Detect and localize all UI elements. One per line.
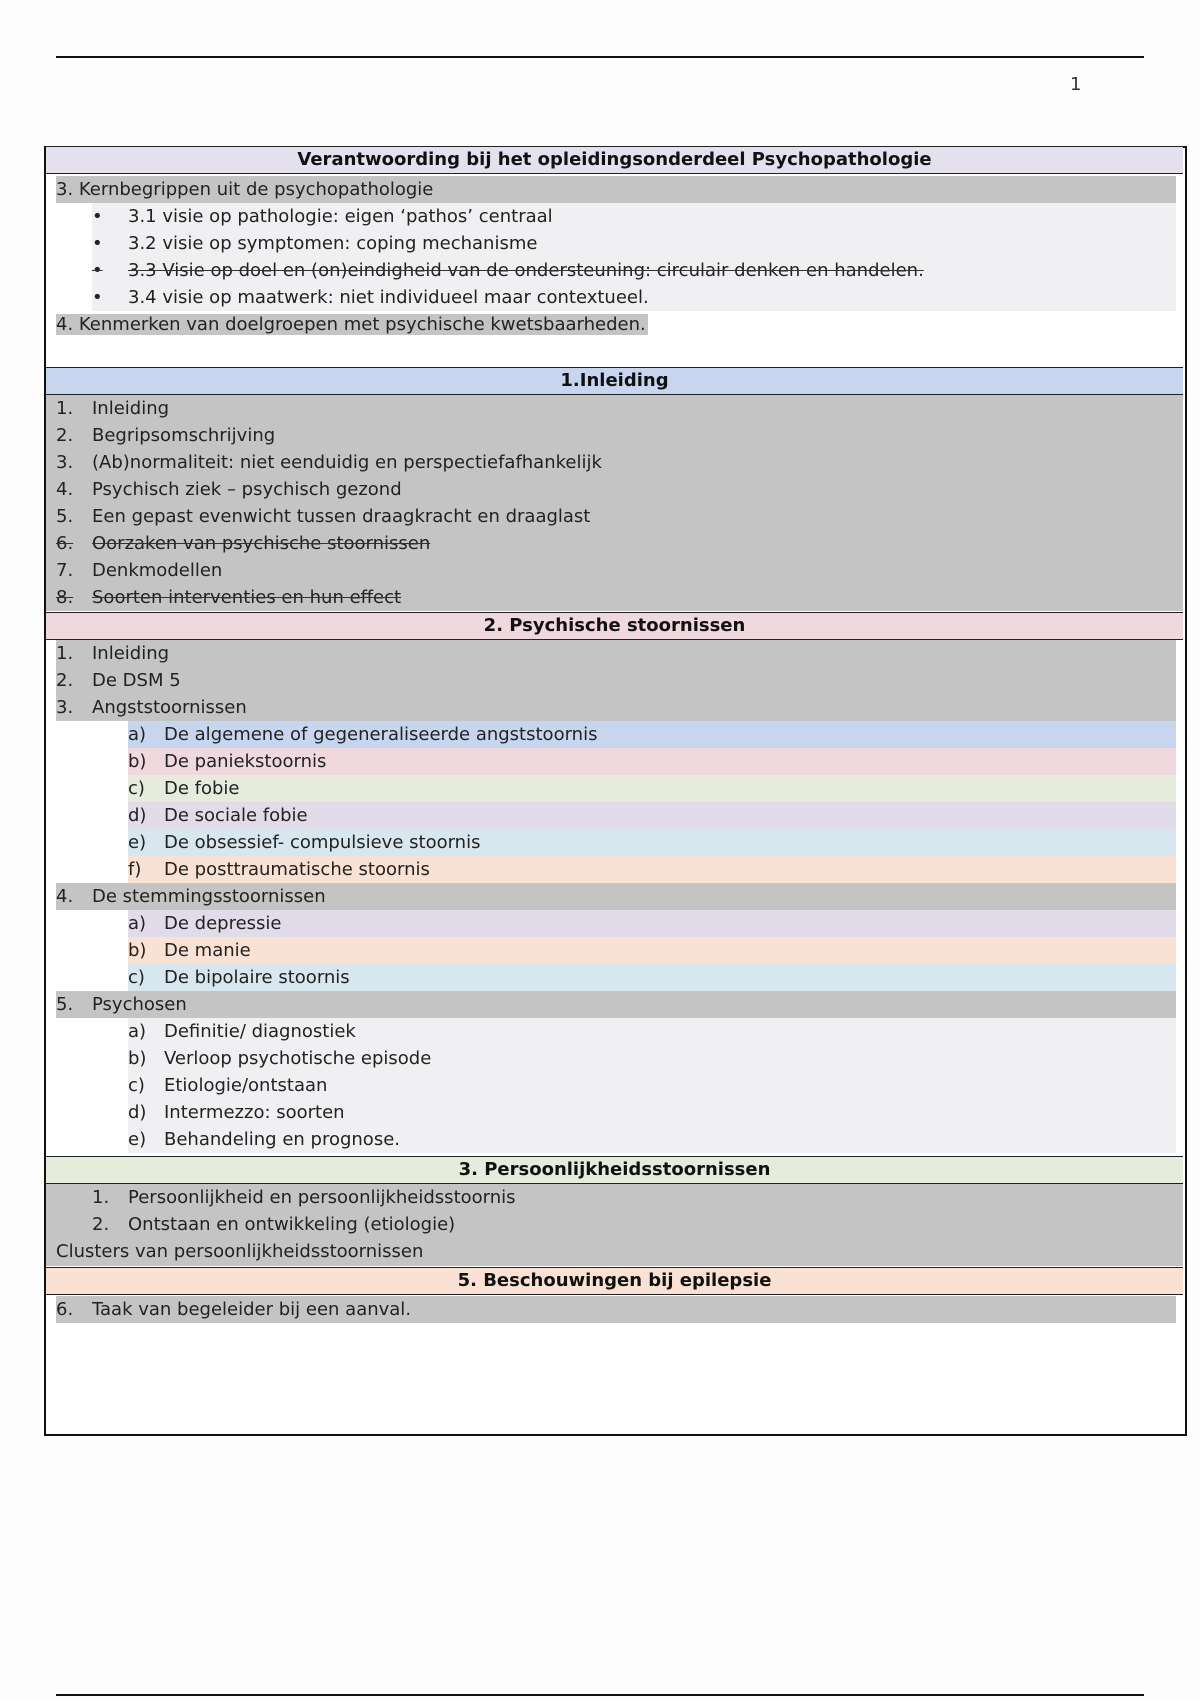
sub-item: [128, 964, 1176, 991]
section-title-epilepsie: 5. Beschouwingen bij epilepsie: [46, 1267, 1183, 1295]
sub-item: [128, 1018, 1176, 1045]
item-number: d): [128, 805, 147, 826]
list-item: [92, 1211, 1176, 1238]
list-item: [56, 694, 1176, 721]
sub-item: [128, 1126, 1176, 1153]
kenmerken-text: 4. Kenmerken van doelgroepen met psychische kwetsbaarheden.: [56, 314, 646, 335]
sub-item: [128, 856, 1176, 883]
item-number: 1.: [92, 1187, 110, 1208]
item-number: c): [128, 967, 145, 988]
list-item: [56, 667, 1176, 694]
item-number: a): [128, 913, 147, 934]
item-text: De fobie: [164, 778, 240, 799]
item-number: b): [128, 940, 147, 961]
item-number: c): [128, 1075, 145, 1096]
section-title-verantwoording: Verantwoording bij het opleidingsonderdeel Psychopathologie: [46, 146, 1183, 174]
item-number: 4.: [56, 886, 74, 907]
item-text: De DSM 5: [92, 670, 181, 691]
bullet-item: [92, 230, 1176, 257]
clusters-line: Clusters van persoonlijkheidsstoornissen: [56, 1241, 424, 1262]
item-text: Verloop psychotische episode: [164, 1048, 432, 1069]
item-text: Angststoornissen: [92, 697, 247, 718]
item-text: Een gepast evenwicht tussen draagkracht en draaglast: [92, 506, 591, 527]
item-number: 5.: [56, 506, 74, 527]
list-item-struck: [56, 530, 1156, 557]
bullet-icon: •: [92, 233, 103, 254]
item-text: De posttraumatische stoornis: [164, 859, 430, 880]
item-number: a): [128, 1021, 147, 1042]
item-number: 1.: [56, 398, 74, 419]
list-item-struck: [56, 584, 1156, 611]
item-number: 6.: [56, 533, 74, 554]
item-number: 5.: [56, 994, 74, 1015]
item-text: Ontstaan en ontwikkeling (etiologie): [128, 1214, 456, 1235]
item-number: 3.: [56, 697, 74, 718]
sub-item: [128, 721, 1176, 748]
bullet-item-struck: [92, 257, 1176, 284]
bullet-icon: •: [92, 287, 103, 308]
item-text: Oorzaken van psychische stoornissen: [92, 533, 431, 554]
item-text: Behandeling en prognose.: [164, 1129, 400, 1150]
bullet-text: 3.4 visie op maatwerk: niet individueel maar contextueel.: [128, 287, 649, 308]
list-item: [56, 557, 1156, 584]
item-number: e): [128, 832, 147, 853]
sub-item: [128, 937, 1176, 964]
list-item: [56, 395, 1156, 422]
header-rule: [56, 56, 1144, 58]
item-number: b): [128, 751, 147, 772]
item-number: 7.: [56, 560, 74, 581]
bullet-text: 3.3 Visie op doel en (on)eindigheid van de ondersteuning: circulair denken en handelen.: [128, 260, 924, 281]
item-text: Inleiding: [92, 398, 170, 419]
item-text: Denkmodellen: [92, 560, 223, 581]
section-title-inleiding: 1.Inleiding: [46, 367, 1183, 395]
sub-item: [128, 775, 1176, 802]
item-number: 2.: [56, 425, 74, 446]
list-item: [56, 422, 1156, 449]
item-text: De algemene of gegeneraliseerde angststoornis: [164, 724, 598, 745]
item-number: 1.: [56, 643, 74, 664]
sub-item: [128, 910, 1176, 937]
item-text: Psychosen: [92, 994, 187, 1015]
item-text: (Ab)normaliteit: niet eenduidig en perspectiefafhankelijk: [92, 452, 602, 473]
sub-item: [128, 829, 1176, 856]
sub-item: [128, 802, 1176, 829]
list-item: [56, 640, 1176, 667]
list-item: [56, 1296, 1176, 1323]
kernbegrippen-heading-text: 3. Kernbegrippen uit de psychopathologie: [56, 179, 434, 200]
item-number: e): [128, 1129, 147, 1150]
item-text: Persoonlijkheid en persoonlijkheidsstoornis: [128, 1187, 516, 1208]
item-text: Taak van begeleider bij een aanval.: [92, 1299, 412, 1320]
item-number: 3.: [56, 452, 74, 473]
bullet-icon: •: [92, 206, 103, 227]
item-text: Soorten interventies en hun effect: [92, 587, 402, 608]
item-number: 8.: [56, 587, 74, 608]
item-text: De stemmingsstoornissen: [92, 886, 326, 907]
item-number: b): [128, 1048, 147, 1069]
bullet-item: [92, 203, 1176, 230]
list-item: [56, 449, 1156, 476]
sub-item: [128, 1099, 1176, 1126]
list-item: [56, 503, 1156, 530]
page-number: 1: [1070, 74, 1082, 95]
section-title-persoonlijkheidsstoornissen: 3. Persoonlijkheidsstoornissen: [46, 1156, 1183, 1184]
item-text: Etiologie/ontstaan: [164, 1075, 328, 1096]
list-item: [92, 1184, 1176, 1211]
item-number: 2.: [92, 1214, 110, 1235]
bullet-text: 3.2 visie op symptomen: coping mechanisme: [128, 233, 538, 254]
item-number: f): [128, 859, 142, 880]
kenmerken-line: [56, 311, 1176, 338]
sub-item: [128, 1045, 1176, 1072]
item-text: De bipolaire stoornis: [164, 967, 350, 988]
item-text: De paniekstoornis: [164, 751, 327, 772]
bullet-item: [92, 284, 1176, 311]
item-number: c): [128, 778, 145, 799]
footer-rule: [56, 1694, 1144, 1696]
list-item: [56, 883, 1176, 910]
item-text: De manie: [164, 940, 251, 961]
item-number: 2.: [56, 670, 74, 691]
item-number: d): [128, 1102, 147, 1123]
item-text: De obsessief- compulsieve stoornis: [164, 832, 481, 853]
section-title-psychische-stoornissen: 2. Psychische stoornissen: [46, 612, 1183, 640]
item-text: De depressie: [164, 913, 282, 934]
item-text: Psychisch ziek – psychisch gezond: [92, 479, 402, 500]
item-text: Begripsomschrijving: [92, 425, 276, 446]
item-number: 4.: [56, 479, 74, 500]
kernbegrippen-heading: [56, 176, 1176, 203]
item-number: 6.: [56, 1299, 74, 1320]
list-item: [56, 476, 1156, 503]
bullet-icon: •: [92, 260, 103, 281]
bullet-text: 3.1 visie op pathologie: eigen ‘pathos’ centraal: [128, 206, 553, 227]
item-text: Definitie/ diagnostiek: [164, 1021, 356, 1042]
item-text: De sociale fobie: [164, 805, 308, 826]
sub-item: [128, 748, 1176, 775]
item-text: Inleiding: [92, 643, 170, 664]
item-number: a): [128, 724, 147, 745]
list-item: [56, 991, 1176, 1018]
sub-item: [128, 1072, 1176, 1099]
item-text: Intermezzo: soorten: [164, 1102, 345, 1123]
